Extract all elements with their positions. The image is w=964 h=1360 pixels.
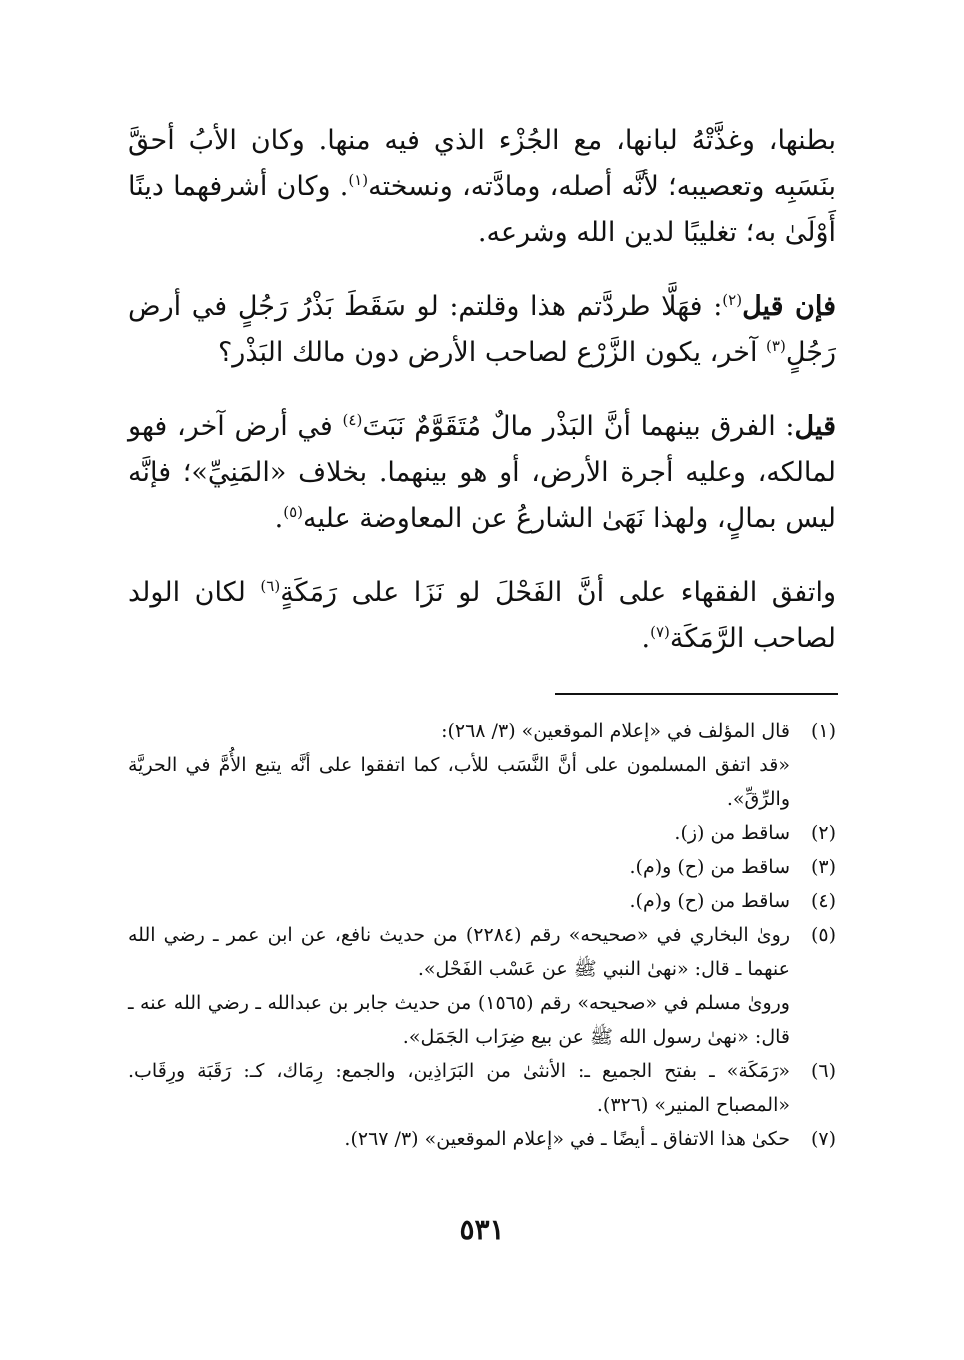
footnotes	[128, 714, 836, 1156]
footnote-number: (١)	[810, 720, 836, 742]
paragraph-3	[128, 404, 836, 542]
page-number: ٥٣١	[459, 1213, 505, 1246]
paragraph-2	[128, 284, 836, 376]
main-text	[128, 118, 836, 690]
footnote-number: (٣)	[810, 856, 836, 878]
paragraph-lead: قيل	[794, 411, 837, 442]
footnote-ref: (٥)	[283, 503, 304, 521]
footnote-ref: (١)	[348, 171, 369, 189]
footnote-text: ساقط من (ح) و(م).	[629, 890, 790, 912]
footnote-3	[128, 850, 836, 884]
paragraph-text: : فهَلَّا طردَّتم هذا وقلتم: لو سَقَطَ بَذْرُ رَجُلٍ في أرض رَجُلٍ	[128, 291, 836, 368]
footnote-number: (٥)	[810, 924, 836, 946]
footnote-5	[128, 918, 836, 986]
footnote-text: روىٰ البخاري في «صحيحه» رقم (٢٢٨٤) من حديث نافع، عن ابن عمر ـ رضي الله عنهما ـ قال: «نهىٰ النبي ﷺ عن عَسْب الفَحْل».	[128, 924, 790, 980]
footnote-text: ساقط من (ح) و(م).	[629, 856, 790, 878]
footnote-number: (٧)	[810, 1128, 836, 1150]
footnote-2	[128, 816, 836, 850]
footnote-text: حكىٰ هذا الاتفاق ـ أيضًا ـ في «إعلام الموقعين» (٣/ ٢٦٧).	[344, 1128, 790, 1150]
paragraph-tail: . وكان أشرفهما دينًا أَوْلَىٰ به؛ تغليبًا لدين الله وشرعه.	[128, 171, 836, 248]
footnote-continuation: «قد اتفق المسلمون على أنَّ النَّسَب للأب، كما اتفقوا على أنَّه يتبع الأُمَّ في الحريَّة والرِّقِّ».	[128, 754, 790, 810]
footnote-ref: (٢)	[722, 291, 743, 309]
footnote-number: (٤)	[810, 890, 836, 912]
footnote-ref: (٧)	[650, 623, 670, 641]
paragraph-text: : الفرق بينهما أنَّ البَذْر مالٌ مُتَقَوَّمٌ نَبَتَ	[362, 411, 795, 442]
footnote-number: (٢)	[810, 822, 836, 844]
footnote-1	[128, 714, 836, 748]
paragraph-tail: لكان الولد لصاحب الرَّمَكَة	[128, 577, 836, 654]
paragraph-text: بطنها، وغذَّتْهُ لبانها، مع الجُزْء الذي فيه منها. وكان الأبُ أحقَّ بنَسَبِه وتعصيبه؛ لأنَّه أصله، ومادَّته، ونسخته	[128, 125, 836, 202]
paragraph-tail: آخر، يكون الزَّرْع لصاحب الأرض دون مالك البَذْر؟	[217, 337, 767, 368]
footnote-6	[128, 1054, 836, 1122]
footnote-7	[128, 1122, 836, 1156]
paragraph-lead: فإن قيل	[742, 291, 836, 322]
paragraph-4	[128, 570, 836, 662]
footnote-text: ساقط من (ز).	[674, 822, 790, 844]
footnote-text: «رَمَكَة» ـ بفتح الجميع ـ: الأنثىٰ من البَرَاذِين، والجمع: رِمَاك، كـ: رَقَبَة ورِقَاب. «المصباح المنير» (٣٢٦).	[128, 1060, 790, 1116]
footnote-continuation: وروىٰ مسلم في «صحيحه» رقم (١٥٦٥) من حديث جابر بن عبدالله ـ رضي الله عنه ـ قال: «نهىٰ رسول الله ﷺ عن بيع ضِرَاب الجَمَل».	[128, 992, 790, 1048]
footnote-separator	[555, 693, 838, 695]
paragraph-tail-2: .	[274, 503, 284, 534]
paragraph-tail: في أرض آخر، فهو لمالكه، وعليه أجرة الأرض، أو هو بينهما. بخلاف «المَنِيِّ»؛ فإنَّه ليس بمالٍ، ولهذا نَهَىٰ الشارعُ عن المعاوضة عليه	[128, 411, 836, 534]
footnote-ref: (٦)	[260, 577, 281, 595]
paragraph-text: واتفق الفقهاء على أنَّ الفَحْلَ لو نَزَا على رَمَكَةٍ	[280, 577, 837, 608]
footnote-text: قال المؤلف في «إعلام الموقعين» (٣/ ٢٦٨):	[441, 720, 790, 742]
footnote-ref: (٤)	[342, 411, 363, 429]
footnote-number: (٦)	[810, 1060, 836, 1082]
paragraph-tail-2: .	[641, 623, 651, 654]
footnote-ref: (٣)	[766, 337, 786, 355]
footnote-4	[128, 884, 836, 918]
paragraph-1	[128, 118, 836, 256]
